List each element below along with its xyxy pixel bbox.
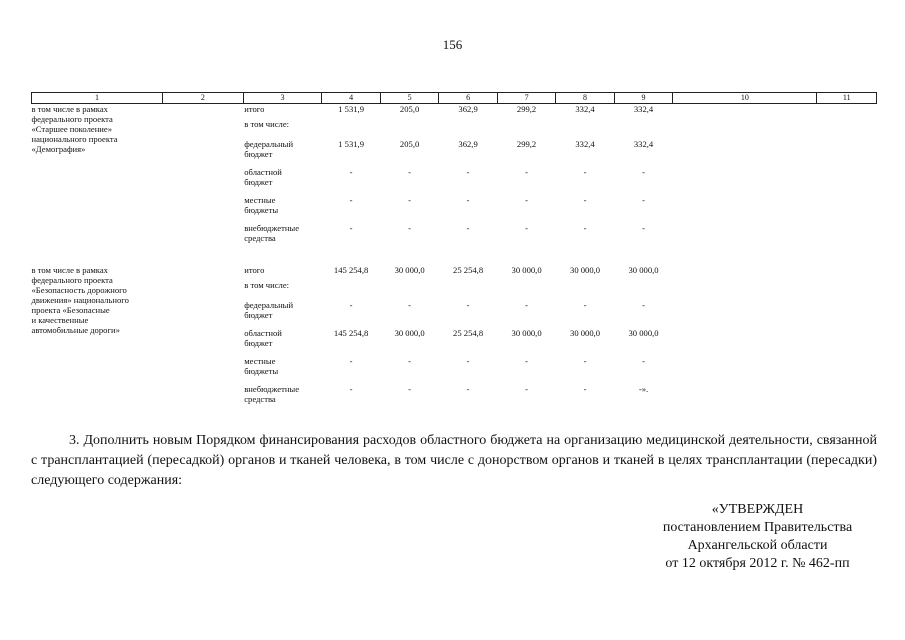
- description-line: и качественные: [31, 315, 89, 325]
- table-row: [32, 104, 877, 120]
- value-cell: 30 000,0: [628, 328, 659, 338]
- label-line: средства: [244, 233, 276, 243]
- value-cell: 30 000,0: [394, 265, 425, 275]
- label-line: бюджет: [244, 310, 273, 320]
- value-cell: -: [642, 356, 645, 366]
- funding-source-label: [243, 265, 322, 280]
- column-10-cell: [673, 328, 817, 356]
- value-cell: -: [349, 167, 353, 177]
- column-header: 1: [32, 93, 163, 104]
- value-cell: -: [583, 167, 587, 177]
- value-cell: 205,0: [399, 139, 420, 149]
- value-cell: 332,4: [575, 139, 595, 149]
- value-cell: -: [466, 223, 470, 233]
- value-cell: -: [349, 384, 353, 394]
- value-cell: -: [583, 300, 587, 310]
- value-cell: 1 531,9: [338, 104, 364, 114]
- value-cell: -: [583, 195, 587, 205]
- column-10-cell: [673, 139, 817, 167]
- value-cell: -: [466, 300, 470, 310]
- funding-source-label: [243, 300, 322, 328]
- value-cell: -: [466, 195, 470, 205]
- column-header: 5: [380, 93, 438, 104]
- value-cell: -: [349, 300, 353, 310]
- approval-line: Архангельской области: [687, 538, 828, 553]
- column-header: 3: [243, 93, 322, 104]
- description-line: «Демография»: [31, 144, 86, 154]
- section-description: [32, 104, 163, 252]
- label-line: бюджеты: [244, 205, 279, 215]
- value-cell: [556, 119, 614, 139]
- value-cell: 332,4: [633, 139, 654, 149]
- header-row: [32, 93, 877, 104]
- funding-source-label: [243, 384, 322, 412]
- label-line: бюджет: [244, 338, 273, 348]
- column-10-cell: [673, 119, 817, 139]
- description-line: в том числе в рамках: [31, 104, 108, 114]
- value-cell: -: [642, 223, 645, 233]
- column-11-cell: [817, 195, 877, 223]
- value-cell: -: [642, 195, 645, 205]
- value-cell: [497, 280, 555, 300]
- column-header: 4: [322, 93, 380, 104]
- value-cell: -: [408, 356, 412, 366]
- column-10-cell: [673, 280, 817, 300]
- funding-source-label: [243, 104, 322, 120]
- column-11-cell: [817, 119, 877, 139]
- label-line: федеральный: [244, 139, 294, 149]
- value-cell: 299,2: [516, 104, 537, 114]
- value-cell: -».: [638, 384, 649, 394]
- column-11-cell: [817, 139, 877, 167]
- value-cell: -: [583, 384, 587, 394]
- label-line: областной: [244, 167, 282, 177]
- label-line: федеральный: [244, 300, 294, 310]
- column-10-cell: [673, 195, 817, 223]
- column-11-cell: [817, 384, 877, 412]
- value-cell: 30 000,0: [628, 265, 659, 275]
- value-cell: [497, 119, 555, 139]
- value-cell: 205,0: [399, 104, 420, 114]
- section-description: [32, 265, 163, 412]
- column-11-cell: [817, 328, 877, 356]
- value-cell: 332,4: [633, 104, 654, 114]
- value-cell: 1 531,9: [338, 139, 364, 149]
- funding-source-label: [243, 356, 322, 384]
- description-line: федерального проекта: [31, 114, 113, 124]
- description-line: федерального проекта: [31, 275, 113, 285]
- value-cell: -: [583, 356, 587, 366]
- description-line: движения» национального: [31, 295, 129, 305]
- value-cell: 30 000,0: [511, 328, 542, 338]
- label-line: в том числе:: [244, 119, 290, 129]
- description-line: в том числе в рамках: [31, 265, 108, 275]
- spacer-cell: [32, 251, 877, 265]
- funding-source-label: [243, 119, 322, 139]
- value-cell: [614, 280, 672, 300]
- column-header: 9: [614, 93, 672, 104]
- value-cell: 30 000,0: [570, 328, 601, 338]
- table-header: [32, 93, 877, 104]
- column-11-cell: [817, 223, 877, 251]
- table-body: [32, 104, 877, 413]
- column-header: 11: [817, 93, 877, 104]
- description-line: проекта «Безопасные: [31, 305, 110, 315]
- column-11-cell: [817, 104, 877, 120]
- value-cell: 25 254,8: [453, 265, 484, 275]
- value-cell: [439, 119, 497, 139]
- column-header: 10: [673, 93, 817, 104]
- value-cell: -: [466, 384, 470, 394]
- value-cell: -: [408, 195, 412, 205]
- value-cell: 30 000,0: [394, 328, 425, 338]
- column-10-cell: [673, 265, 817, 280]
- value-cell: -: [525, 223, 528, 233]
- funding-source-label: [243, 280, 322, 300]
- funding-source-label: [243, 167, 322, 195]
- description-line: национального проекта: [31, 134, 118, 144]
- label-line: внебюджетные: [244, 223, 300, 233]
- value-cell: -: [349, 223, 353, 233]
- column-11-cell: [817, 265, 877, 280]
- value-cell: [380, 280, 438, 300]
- description-line: «Безопасность дорожного: [31, 285, 127, 295]
- column-10-cell: [673, 300, 817, 328]
- value-cell: -: [525, 167, 528, 177]
- label-line: итого: [244, 265, 265, 275]
- column-header: 2: [163, 93, 244, 104]
- column-11-cell: [817, 167, 877, 195]
- label-line: местные: [244, 356, 276, 366]
- column-10-cell: [673, 223, 817, 251]
- label-line: внебюджетные: [244, 384, 300, 394]
- value-cell: -: [642, 167, 645, 177]
- value-cell: 30 000,0: [570, 265, 601, 275]
- label-line: бюджет: [244, 177, 273, 187]
- table-row: [32, 265, 877, 280]
- value-cell: 362,9: [458, 104, 478, 114]
- label-line: средства: [244, 394, 276, 404]
- approval-line: постановлением Правительства: [662, 520, 853, 535]
- approval-line: «УТВЕРЖДЕН: [711, 502, 804, 517]
- value-cell: -: [466, 167, 470, 177]
- value-cell: -: [642, 300, 645, 310]
- column-10-cell: [673, 356, 817, 384]
- description-line: автомобильные дороги»: [31, 325, 120, 335]
- column-11-cell: [817, 280, 877, 300]
- value-cell: [614, 119, 672, 139]
- value-cell: -: [525, 195, 528, 205]
- value-cell: 145 254,8: [333, 265, 369, 275]
- label-line: областной: [244, 328, 282, 338]
- value-cell: 30 000,0: [511, 265, 542, 275]
- value-cell: -: [408, 384, 412, 394]
- value-cell: 25 254,8: [453, 328, 484, 338]
- budget-table: [31, 92, 877, 412]
- value-cell: -: [466, 356, 470, 366]
- value-cell: [380, 119, 438, 139]
- column-header: 8: [556, 93, 614, 104]
- page-number: 156: [442, 37, 463, 52]
- value-cell: 145 254,8: [333, 328, 369, 338]
- value-cell: 362,9: [458, 139, 478, 149]
- value-cell: [556, 280, 614, 300]
- value-cell: -: [349, 195, 353, 205]
- column-header: 6: [439, 93, 497, 104]
- value-cell: -: [408, 300, 412, 310]
- value-cell: -: [408, 167, 412, 177]
- value-cell: -: [349, 356, 353, 366]
- value-cell: 299,2: [516, 139, 537, 149]
- label-line: итого: [244, 104, 265, 114]
- column-header: 7: [497, 93, 555, 104]
- section-spacer: [32, 251, 877, 265]
- label-line: местные: [244, 195, 276, 205]
- paragraph-item-3: 3. Дополнить новым Порядком финансирования расходов областного бюджета на организацию медицинской деятельности, связанной с трансплантацией (пересадкой) органов и тканей человека, в том числе с донорством органов и тканей в целях трансплантации (пересадки) следующего содержания:: [31, 433, 877, 488]
- funding-source-label: [243, 195, 322, 223]
- label-line: бюджет: [244, 149, 273, 159]
- funding-source-label: [243, 223, 322, 251]
- column-10-cell: [673, 104, 817, 120]
- column-10-cell: [673, 167, 817, 195]
- funding-source-label: [243, 328, 322, 356]
- label-line: бюджеты: [244, 366, 279, 376]
- value-cell: -: [525, 356, 528, 366]
- column-2-cell: [163, 265, 244, 412]
- funding-source-label: [243, 139, 322, 167]
- value-cell: [322, 280, 380, 300]
- value-cell: -: [525, 300, 528, 310]
- column-11-cell: [817, 300, 877, 328]
- approval-line: от 12 октября 2012 г. № 462-пп: [665, 556, 850, 571]
- column-10-cell: [673, 384, 817, 412]
- value-cell: -: [525, 384, 528, 394]
- value-cell: -: [408, 223, 412, 233]
- approval-stamp: [620, 501, 895, 573]
- value-cell: [322, 119, 380, 139]
- label-line: в том числе:: [244, 280, 290, 290]
- column-2-cell: [163, 104, 244, 252]
- value-cell: 332,4: [575, 104, 595, 114]
- value-cell: [439, 280, 497, 300]
- description-line: «Старшее поколение»: [31, 124, 113, 134]
- column-11-cell: [817, 356, 877, 384]
- value-cell: -: [583, 223, 587, 233]
